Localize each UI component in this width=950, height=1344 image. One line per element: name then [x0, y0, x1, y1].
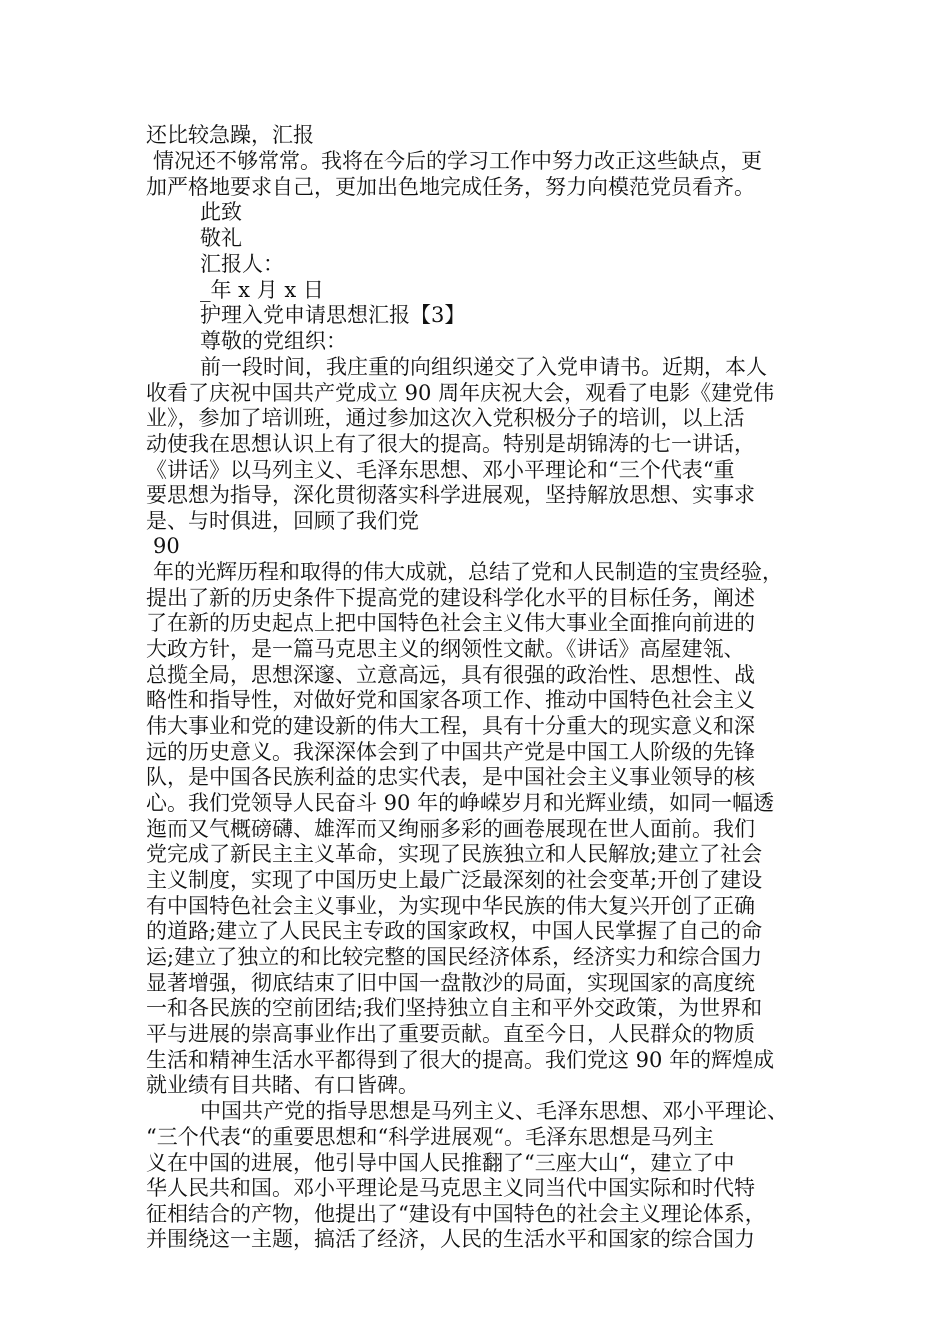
text-line: 是、与时俱进，回顾了我们党 — [146, 509, 419, 533]
text-line: 并围绕这一主题，搞活了经济，人民的生活水平和国家的综合国力 — [146, 1227, 755, 1251]
text-line: 提出了新的历史条件下提高党的建设科学化水平的目标任务，阐述 — [146, 586, 755, 610]
text-line: 《讲话》以马列主义、毛泽东思想、邓小平理论和“三个代表“重 — [146, 458, 735, 482]
text-line: 显著增强，彻底结束了旧中国一盘散沙的局面，实现国家的高度统 — [146, 971, 755, 995]
text-line: 远的历史意义。我深深体会到了中国共产党是中国工人阶级的先锋 — [146, 740, 755, 764]
text-line: 略性和指导性，对做好党和国家各项工作、推动中国特色社会主义 — [146, 688, 755, 712]
text-line: 前一段时间，我庄重的向组织递交了入党申请书。近期，本人 — [200, 355, 767, 379]
text-line: 华人民共和国。邓小平理论是马克思主义同当代中国实际和时代特 — [146, 1176, 755, 1200]
text-line: 中国共产党的指导思想是马列主义、毛泽东思想、邓小平理论、 — [200, 1099, 788, 1123]
text-line: 运;建立了独立的和比较完整的国民经济体系，经济实力和综合国力 — [146, 945, 763, 969]
text-line: 就业绩有目共睹、有口皆碑。 — [146, 1073, 419, 1097]
text-line: 生活和精神生活水平都得到了很大的提高。我们党这 90 年的辉煌成 — [146, 1048, 775, 1072]
text-line: 党完成了新民主主义革命，实现了民族独立和人民解放;建立了社会 — [146, 842, 763, 866]
text-line: 业》，参加了培训班，通过参加这次入党积极分子的培训，以上活 — [146, 406, 745, 430]
text-line: 要思想为指导，深化贯彻落实科学进展观，坚持解放思想、实事求 — [146, 483, 755, 507]
section-title: 护理入党申请思想汇报【3】 — [200, 303, 466, 327]
text-line: 一和各民族的空前团结;我们坚持独立自主和平外交政策，为世界和 — [146, 996, 763, 1020]
text-line: 90 — [153, 534, 180, 558]
text-line: 的道路;建立了人民民主专政的国家政权，中国人民掌握了自己的命 — [146, 919, 763, 943]
text-line: 征相结合的产物，他提出了“建设有中国特色的社会主义理论体系， — [146, 1202, 766, 1226]
salutation-line: 敬礼 — [200, 226, 242, 250]
text-line: 义在中国的进展，他引导中国人民推翻了“三座大山“，建立了中 — [146, 1151, 735, 1175]
text-line: “三个代表“的重要思想和“科学进展观“。毛泽东思想是马列主 — [146, 1125, 714, 1149]
date-line: _年 x 月 x 日 — [200, 278, 324, 302]
text-line: 了在新的历史起点上把中国特色社会主义伟大事业全面推向前进的 — [146, 611, 755, 635]
text-line: 总揽全局，思想深邃、立意高远，具有很强的政治性、思想性、战 — [146, 663, 755, 687]
text-line: 还比较急躁，汇报 — [146, 123, 314, 147]
text-line: 队，是中国各民族利益的忠实代表，是中国社会主义事业领导的核 — [146, 765, 755, 789]
text-line: 收看了庆祝中国共产党成立 90 周年庆祝大会，观看了电影《建党伟 — [146, 381, 775, 405]
text-line: 加严格地要求自己，更加出色地完成任务，努力向模范党员看齐。 — [146, 175, 755, 199]
text-line: 动使我在思想认识上有了很大的提高。特别是胡锦涛的七一讲话， — [146, 432, 755, 456]
text-line: 年的光辉历程和取得的伟大成就，总结了党和人民制造的宝贵经验， — [153, 560, 783, 584]
text-line: 平与进展的崇高事业作出了重要贡献。直至今日，人民群众的物质 — [146, 1022, 755, 1046]
text-line: 伟大事业和党的建设新的伟大工程，具有十分重大的现实意义和深 — [146, 714, 755, 738]
text-line: 心。我们党领导人民奋斗 90 年的峥嵘岁月和光辉业绩，如同一幅透 — [146, 791, 775, 815]
text-line: 大政方针，是一篇马克思主义的纲领性文献。《讲话》高屋建瓴、 — [146, 637, 745, 661]
text-line: 有中国特色社会主义事业，为实现中华民族的伟大复兴开创了正确 — [146, 894, 755, 918]
greeting-line: 尊敬的党组织： — [200, 329, 347, 353]
salutation-line: 此致 — [200, 200, 242, 224]
text-line: 迤而又气概磅礴、雄浑而又绚丽多彩的画卷展现在世人面前。我们 — [146, 817, 755, 841]
text-line: 主义制度，实现了中国历史上最广泛最深刻的社会变革;开创了建设 — [146, 868, 763, 892]
text-line: 情况还不够常常。我将在今后的学习工作中努力改正这些缺点，更 — [153, 149, 762, 173]
signature-line: 汇报人： — [200, 252, 284, 276]
